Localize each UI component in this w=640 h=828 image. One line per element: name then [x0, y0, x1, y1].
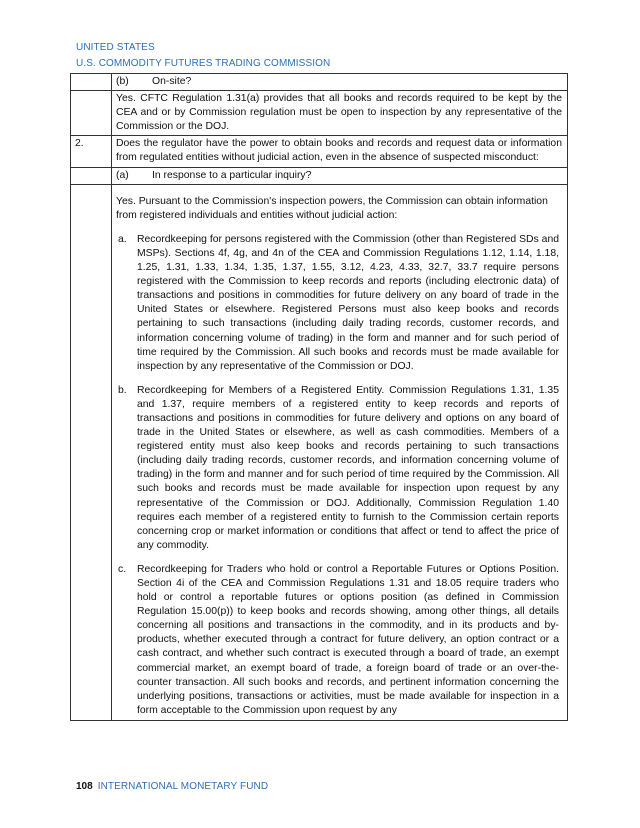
table-row [71, 74, 567, 91]
question-text: Does the regulator have the power to obtain books and records and request data or information from regulated entities without judicial action, even in the absence of suspected misconduct: [116, 138, 562, 164]
page-number: 108 [76, 781, 93, 792]
answer-text: Yes. CFTC Regulation 1.31(a) provides that all books and records required to be kept by the CEA and or by Commission regulation must be open to inspection by any representative of the Commission or the DOJ. [116, 93, 562, 133]
running-header-country: UNITED STATES [76, 42, 155, 53]
footer-publisher: INTERNATIONAL MONETARY FUND [97, 781, 269, 792]
list-item [116, 563, 559, 718]
list-item-text: Recordkeeping for Traders who hold or control a Reportable Futures or Options Position. Section 4i of the CEA and Commission Regulations 1.31 and 18.05 require traders who hold or control a reportable futures or options position (as defined in Commission Regulation 15.00(p)) to keep books and records showing, among other things, all details concerning all positions and transactions in the commodity, and in its products and by-products, whether executed through a contract for future delivery, an option contract or a cash contract, and whether such contract is executed through a board of trade, an exempt commercial market, an exempt board of trade, a foreign board of trade or an over-the-counter transaction. All such books and records, and pertinent information concerning the underlying positions, transactions or activities, must be made available for inspection in a form acceptable to the Commission upon request by any [137, 563, 559, 716]
list-item-letter: a. [118, 233, 127, 245]
table-row [71, 185, 567, 720]
subquestion-text: In response to a particular inquiry? [152, 169, 312, 181]
answer-intro: Yes. Pursuant to the Commission's inspection powers, the Commission can obtain information from registered individuals and entities without judicial action: [116, 195, 548, 221]
table-row [71, 91, 567, 136]
list-item-letter: c. [118, 563, 127, 575]
subquestion-label: (b) [116, 76, 129, 87]
list-item [116, 384, 559, 553]
assessment-table [70, 73, 568, 721]
list-item-text: Recordkeeping for persons registered with the Commission (other than Registered SDs and MSPs). Sections 4f, 4g, and 4n of the CEA and Commission Regulations 1.12, 1.14, 1.18, 1.25, 1.31, 1.33, 1.34, 1.35, 1.37, 1.55, 3.12, 4.23, 4.33, 32.7, 33.7 require persons registered with the Commission to keep records and reports (including electronic data) of transactions and positions in commodities for future delivery on any board of trade in the United States or elsewhere. Registered Persons must also keep books and records pertaining to such transactions (including daily trading records, customer records, and information concerning volume of trading) in the form and manner and for such period of time required by the Commission. All such books and records must be made available for inspection by any representative of the Commission or DOJ. [137, 233, 559, 372]
question-number: 2. [71, 136, 112, 166]
list-item [116, 233, 559, 374]
page-footer [76, 781, 268, 792]
list-item-letter: b. [118, 384, 127, 396]
subquestion-label: (a) [116, 169, 129, 181]
subquestion-text: On-site? [152, 76, 192, 87]
table-row [71, 168, 567, 185]
list-item-text: Recordkeeping for Members of a Registered Entity. Commission Regulations 1.31, 1.35 and 1.37, require members of a registered entity to keep records and reports of transactions and positions in commodities for future delivery and options on any board of trade in the United States or elsewhere, as well as cash commodities. Members of a registered entity must also keep books and records pertaining to such transactions (including daily trading records, customer records, and information concerning volume of trading) in the form and manner and for such period of time required by the Commission. All such books and records must be made available for inspection upon request by any representative of the Commission or DOJ. Additionally, Commission Regulation 1.40 requires each member of a registered entity to furnish to the Commission certain reports concerning crop or market information or conditions that affect or tend to affect the price of any commodity. [137, 384, 559, 551]
table-row [71, 136, 567, 167]
running-header-agency: U.S. COMMODITY FUTURES TRADING COMMISSION [76, 58, 331, 69]
